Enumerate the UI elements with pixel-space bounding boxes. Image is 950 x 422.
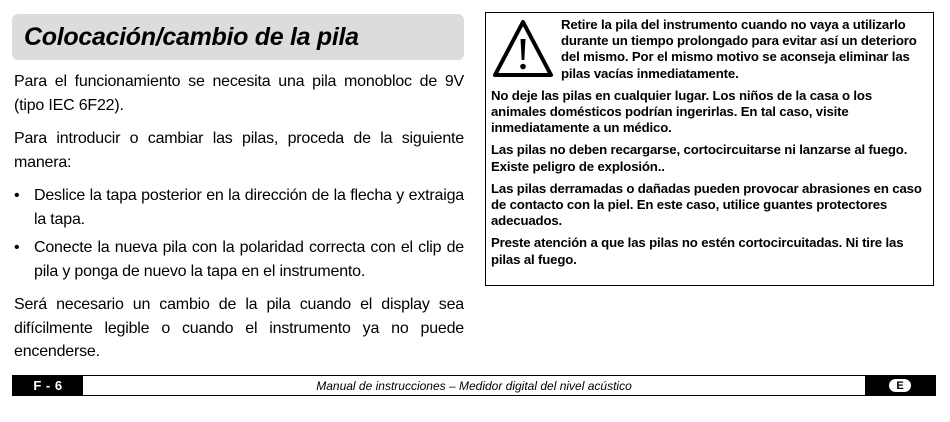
list-item-text: Conecte la nueva pila con la polaridad correcta con el clip de pila y ponga de nuevo la tapa en el instrumento. [34, 239, 464, 280]
closing-paragraph: Será necesario un cambio de la pila cuando el display sea difícilmente legible o cuando el instrumento ya no puede encenderse. [14, 296, 464, 360]
steps-list [14, 184, 464, 283]
warning-paragraph: Preste atención a que las pilas no estén cortocircuitadas. Ni tire las pilas al fuego. [491, 235, 904, 267]
warning-header [491, 17, 927, 82]
warning-paragraph: Las pilas derramadas o dañadas pueden provocar abrasiones en caso de contacto con la piel. En este caso, utilice guantes protectores adecuados. [491, 180, 922, 229]
steps-intro-paragraph: Para introducir o cambiar las pilas, proceda de la siguiente manera: [14, 130, 464, 171]
intro-paragraph: Para el funcionamiento se necesita una pila monobloc de 9V (tipo IEC 6F22). [14, 73, 464, 114]
manual-title: Manual de instrucciones – Medidor digital del nivel acústico [316, 378, 632, 393]
warning-paragraph: Las pilas no deben recargarse, cortocircuitarse ni lanzarse al fuego. Existe peligro de explosión.. [491, 142, 908, 174]
title-bar [12, 14, 464, 60]
footer-bar [12, 375, 936, 396]
bullet-icon: • [14, 187, 20, 204]
warning-triangle-icon [491, 17, 555, 81]
language-badge: E [889, 379, 911, 392]
language-cell [865, 376, 935, 395]
list-item [14, 184, 464, 231]
list-item-text: Deslice la tapa posterior en la dirección de la flecha y extraiga la tapa. [34, 187, 464, 228]
warning-box [485, 12, 934, 286]
body-text [14, 70, 464, 374]
page-title: Colocación/cambio de la pila [24, 22, 359, 51]
warning-paragraph: No deje las pilas en cualquier lugar. Los niños de la casa o los animales domésticos podrían ingerirlas. En tal caso, visite inmediatamente a un médico. [491, 87, 873, 136]
bullet-icon: • [14, 239, 20, 256]
warning-first-paragraph: Retire la pila del instrumento cuando no vaya a utilizarlo durante un tiempo prolongado para evitar así un deterioro del mismo. Por el mismo motivo se aconseja eliminar las pilas vacías inmediatamente. [561, 17, 917, 81]
page-number: F - 6 [13, 376, 83, 395]
list-item [14, 236, 464, 283]
